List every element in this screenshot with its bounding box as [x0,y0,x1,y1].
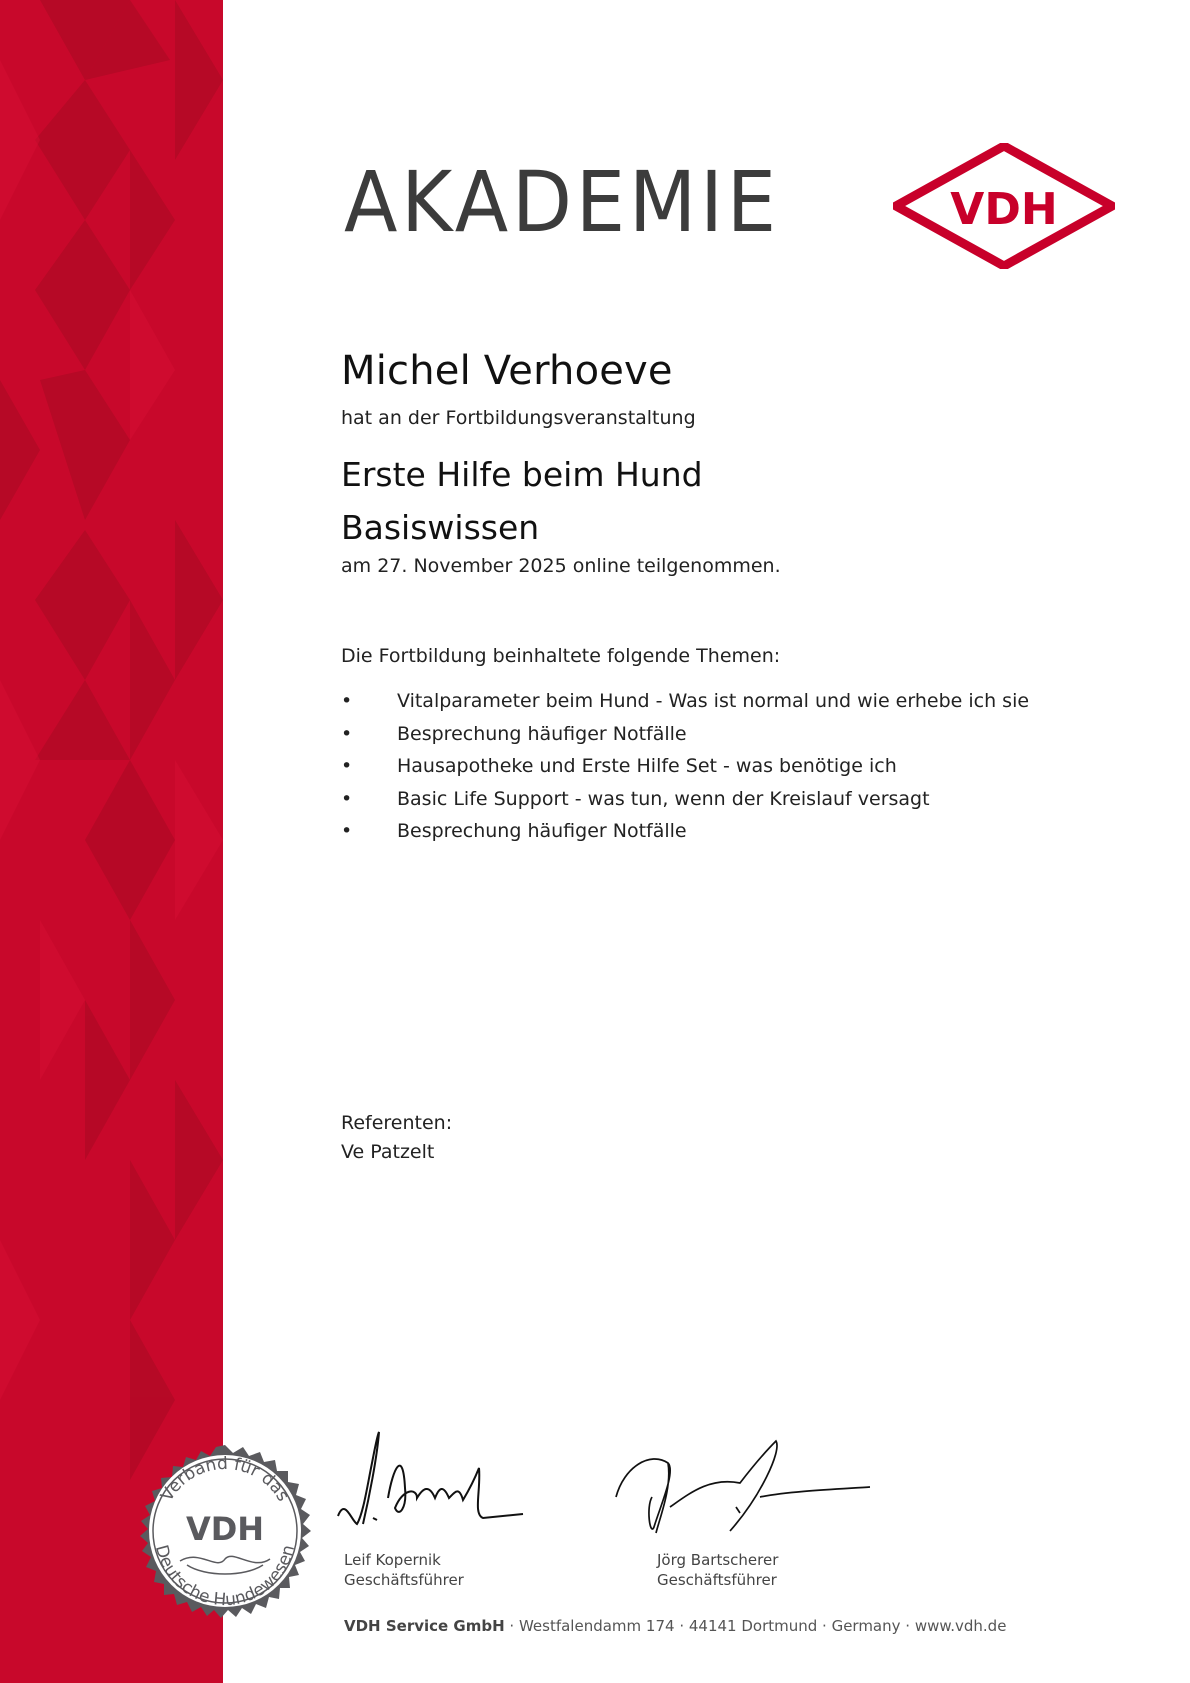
event-date: am 27. November 2025 online teilgenommen. [341,555,781,577]
bullet: • [341,755,353,777]
vdh-logo-text: VDH [950,184,1058,235]
topic-text: Besprechung häufiger Notfälle [397,722,687,745]
vdh-logo [893,143,1115,269]
seal-center-text: VDH [185,1510,265,1548]
participant-name: Michel Verhoeve [341,348,673,394]
signatory-name: Jörg Bartscherer [657,1551,779,1569]
topics-intro: Die Fortbildung beinhaltete folgende Themen: [341,645,781,667]
participation-intro: hat an der Fortbildungsveranstaltung [341,407,696,429]
signature-block-2 [657,1550,778,1590]
topic-text: Besprechung häufiger Notfälle [397,820,687,842]
footer-company: VDH Service GmbH [344,1617,505,1635]
speaker-name: Ve Patzelt [341,1141,435,1163]
event-title-line1: Erste Hilfe beim Hund [341,455,703,494]
speakers-label: Referenten: [341,1112,453,1134]
topic-text: Vitalparameter beim Hund - Was ist normal und wie erhebe ich sie [397,690,1030,712]
vdh-seal [125,1431,325,1631]
signature-bartscherer [610,1437,880,1547]
topic-text: Basic Life Support - was tun, wenn der Kreislauf versagt [397,787,930,810]
footer [344,1617,1006,1635]
signatory-name: Leif Kopernik [344,1551,441,1569]
signatory-role: Geschäftsführer [657,1571,777,1589]
bullet: • [341,690,353,712]
seal-top-text: Verband für das [157,1453,293,1506]
event-title-line2: Basiswissen [341,508,540,547]
bullet: • [341,787,353,810]
bullet: • [341,820,353,842]
seal-bottom-text: Deutsche Hundewesen [150,1542,300,1611]
bullet: • [341,722,353,745]
footer-address: · Westfalendamm 174 · 44141 Dortmund · Germany · www.vdh.de [504,1617,1007,1635]
akademie-title: AKADEMIE [344,153,780,251]
signatory-role: Geschäftsführer [344,1571,464,1589]
signature-kopernik [333,1428,533,1540]
signature-block-1 [344,1550,464,1590]
topic-text: Hausapotheke und Erste Hilfe Set - was benötige ich [397,755,897,777]
